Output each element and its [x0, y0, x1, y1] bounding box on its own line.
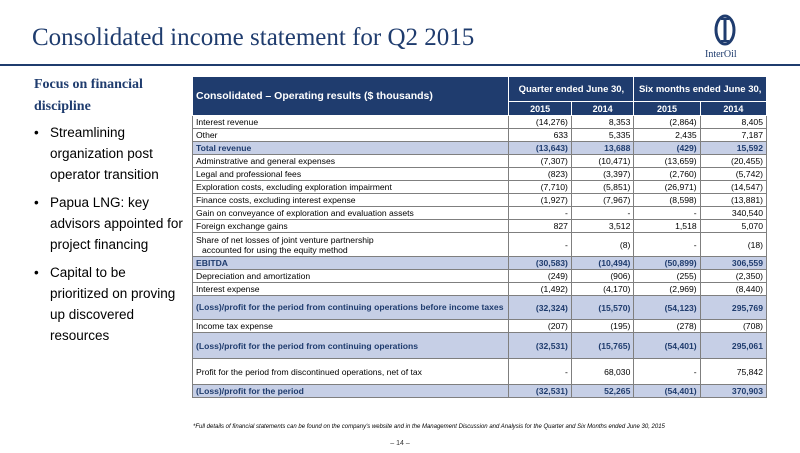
cell-value: (906) — [571, 270, 633, 283]
row-label-line: accounted for using the equity method — [202, 244, 348, 255]
row-label: Foreign exchange gains — [193, 220, 509, 233]
title-rule — [0, 64, 800, 66]
header-year: 2015 — [634, 102, 700, 116]
cell-value: - — [634, 207, 700, 220]
cell-value: (195) — [571, 320, 633, 333]
row-label: Adminstrative and general expenses — [193, 155, 509, 168]
cell-value: (8) — [571, 233, 633, 257]
left-panel — [34, 74, 184, 353]
header-quarter: Quarter ended June 30, — [509, 77, 634, 102]
cell-value: 1,518 — [634, 220, 700, 233]
row-label: Interest revenue — [193, 116, 509, 129]
cell-value: (8,440) — [700, 283, 766, 296]
footnote: *Full details of financial statements can be found on the company's website and in the Management Discussion and Analysis for the Quarter and Six Months ended June 30, 2015 — [193, 424, 665, 430]
table-row — [193, 181, 767, 194]
cell-value: (13,881) — [700, 194, 766, 207]
cell-value: (13,659) — [634, 155, 700, 168]
row-label: Legal and professional fees — [193, 168, 509, 181]
table-row — [193, 257, 767, 270]
cell-value: (7,307) — [509, 155, 571, 168]
cell-value: (14,276) — [509, 116, 571, 129]
table-row — [193, 270, 767, 283]
row-label: Other — [193, 129, 509, 142]
cell-value: (1,927) — [509, 194, 571, 207]
cell-value: (18) — [700, 233, 766, 257]
cell-value: 2,435 — [634, 129, 700, 142]
table-row — [193, 142, 767, 155]
cell-value: (32,531) — [509, 333, 571, 359]
header-year: 2014 — [700, 102, 766, 116]
row-label: (Loss)/profit for the period from continuing operations — [193, 333, 509, 359]
cell-value: 13,688 — [571, 142, 633, 155]
bullet-item: • Papua LNG: key advisors appointed for project financing — [34, 192, 184, 255]
table-row — [193, 385, 767, 398]
cell-value: (823) — [509, 168, 571, 181]
cell-value: (4,170) — [571, 283, 633, 296]
table-row — [193, 129, 767, 142]
cell-value: 8,405 — [700, 116, 766, 129]
header-six-months: Six months ended June 30, — [634, 77, 767, 102]
cell-value: (13,643) — [509, 142, 571, 155]
cell-value: (207) — [509, 320, 571, 333]
cell-value: (2,864) — [634, 116, 700, 129]
cell-value: (2,969) — [634, 283, 700, 296]
row-label: Income tax expense — [193, 320, 509, 333]
header-year: 2014 — [571, 102, 633, 116]
row-label: Finance costs, excluding interest expense — [193, 194, 509, 207]
cell-value: (7,967) — [571, 194, 633, 207]
row-label: Total revenue — [193, 142, 509, 155]
cell-value: - — [634, 233, 700, 257]
row-label-line: Share of net losses of joint venture partnership — [196, 234, 374, 245]
cell-value: (15,570) — [571, 296, 633, 320]
page-number: – 14 – — [390, 440, 410, 447]
row-label — [193, 233, 509, 257]
cell-value: (708) — [700, 320, 766, 333]
table-row — [193, 168, 767, 181]
cell-value: 295,061 — [700, 333, 766, 359]
cell-value: - — [509, 207, 571, 220]
cell-value: - — [571, 207, 633, 220]
table-row — [193, 194, 767, 207]
cell-value: (2,760) — [634, 168, 700, 181]
cell-value: (32,531) — [509, 385, 571, 398]
cell-value: 827 — [509, 220, 571, 233]
cell-value: 633 — [509, 129, 571, 142]
page-title: Consolidated income statement for Q2 2015 — [32, 24, 475, 51]
cell-value: (15,765) — [571, 333, 633, 359]
cell-value: (54,401) — [634, 385, 700, 398]
bullet-item: • Streamlining organization post operator transition — [34, 122, 184, 185]
logo-wordmark: InterOil — [705, 49, 737, 60]
cell-value: 75,842 — [700, 359, 766, 385]
cell-value: (3,397) — [571, 168, 633, 181]
cell-value: (255) — [634, 270, 700, 283]
cell-value: (54,123) — [634, 296, 700, 320]
table-row — [193, 283, 767, 296]
table-row — [193, 359, 767, 385]
cell-value: 7,187 — [700, 129, 766, 142]
table-header-title: Consolidated – Operating results ($ thousands) — [193, 77, 509, 116]
cell-value: (10,471) — [571, 155, 633, 168]
cell-value: (249) — [509, 270, 571, 283]
cell-value: 306,559 — [700, 257, 766, 270]
cell-value: (7,710) — [509, 181, 571, 194]
header-year: 2015 — [509, 102, 571, 116]
bullet-item: • Capital to be prioritized on proving up discovered resources — [34, 262, 184, 346]
row-label: Interest expense — [193, 283, 509, 296]
cell-value: (429) — [634, 142, 700, 155]
cell-value: - — [509, 233, 571, 257]
table-row — [193, 155, 767, 168]
cell-value: 370,903 — [700, 385, 766, 398]
row-label: EBITDA — [193, 257, 509, 270]
table-row — [193, 296, 767, 320]
row-label: Depreciation and amortization — [193, 270, 509, 283]
cell-value: (5,851) — [571, 181, 633, 194]
cell-value: 52,265 — [571, 385, 633, 398]
cell-value: (54,401) — [634, 333, 700, 359]
cell-value: (1,492) — [509, 283, 571, 296]
cell-value: (26,971) — [634, 181, 700, 194]
row-label: Exploration costs, excluding exploration impairment — [193, 181, 509, 194]
cell-value: 5,070 — [700, 220, 766, 233]
cell-value: - — [634, 359, 700, 385]
table-row — [193, 207, 767, 220]
cell-value: 5,335 — [571, 129, 633, 142]
cell-value: 68,030 — [571, 359, 633, 385]
table-row — [193, 220, 767, 233]
cell-value: (14,547) — [700, 181, 766, 194]
cell-value: 15,592 — [700, 142, 766, 155]
cell-value: (32,324) — [509, 296, 571, 320]
bullet-list — [34, 122, 184, 346]
cell-value: (20,455) — [700, 155, 766, 168]
row-label: (Loss)/profit for the period — [193, 385, 509, 398]
table-row — [193, 333, 767, 359]
row-label: (Loss)/profit for the period from continuing operations before income taxes — [193, 296, 509, 320]
cell-value: (8,598) — [634, 194, 700, 207]
cell-value: 340,540 — [700, 207, 766, 220]
cell-value: 295,769 — [700, 296, 766, 320]
cell-value: - — [509, 359, 571, 385]
focus-heading: Focus on financial discipline — [34, 77, 143, 114]
cell-value: (10,494) — [571, 257, 633, 270]
table-row — [193, 233, 767, 257]
table-row — [193, 116, 767, 129]
cell-value: (50,899) — [634, 257, 700, 270]
table-row — [193, 320, 767, 333]
cell-value: (30,583) — [509, 257, 571, 270]
cell-value: (5,742) — [700, 168, 766, 181]
cell-value: 8,353 — [571, 116, 633, 129]
income-statement-table — [192, 76, 767, 398]
cell-value: 3,512 — [571, 220, 633, 233]
cell-value: (2,350) — [700, 270, 766, 283]
row-label: Gain on conveyance of exploration and evaluation assets — [193, 207, 509, 220]
table-body — [193, 116, 767, 398]
cell-value: (278) — [634, 320, 700, 333]
row-label: Profit for the period from discontinued operations, net of tax — [193, 359, 509, 385]
